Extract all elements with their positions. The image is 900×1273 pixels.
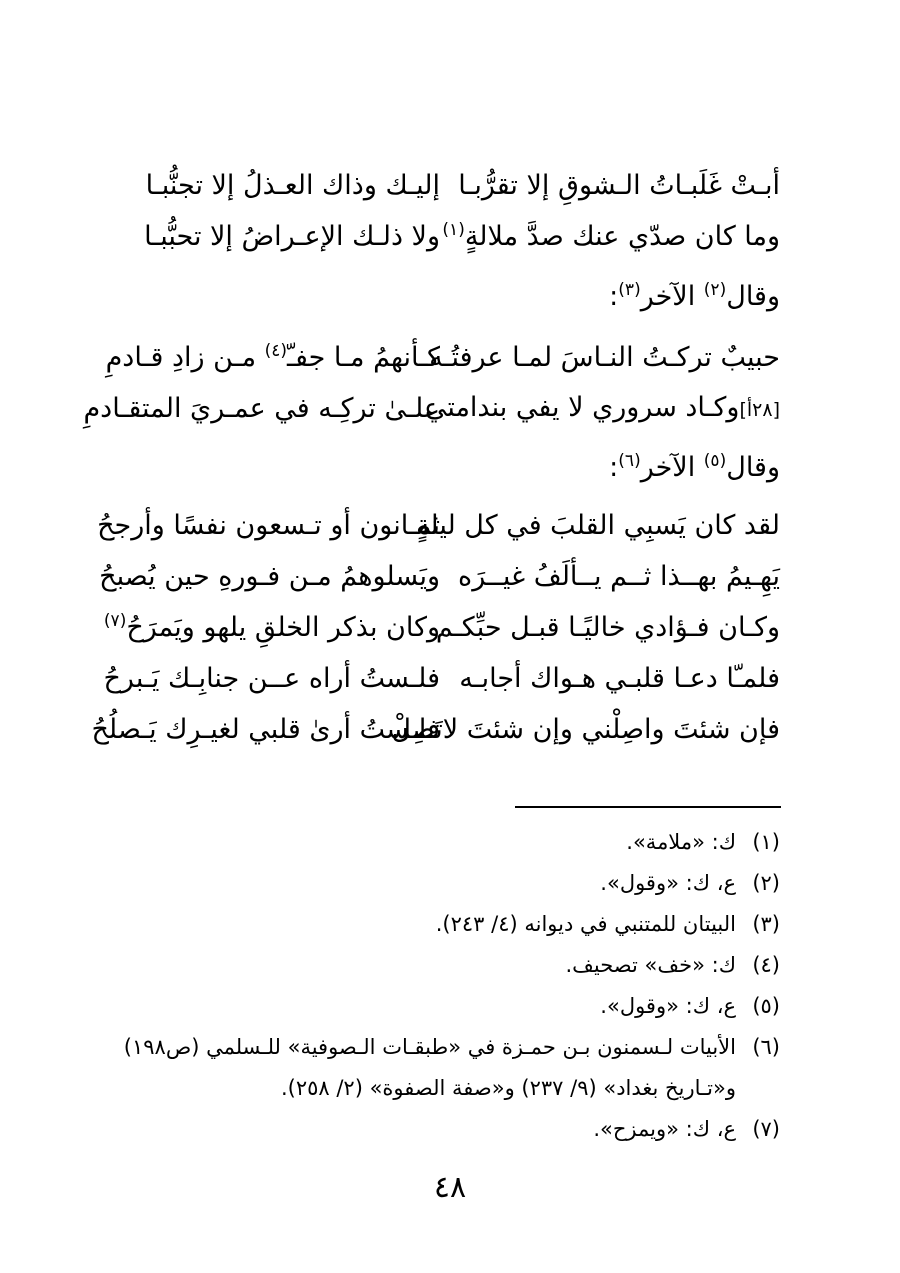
second-hemistich	[99, 557, 440, 597]
footnote-number: (١)	[752, 830, 780, 854]
manuscript-folio-ref: [٢٨أ]	[739, 398, 780, 421]
intro-text: وقال	[726, 452, 780, 483]
verse-line	[120, 160, 780, 211]
second-hemistich	[83, 389, 440, 429]
verse-text: ثمـانون أو تـسعون نفسًا وأرجحُ	[97, 509, 440, 541]
footnote-marker[interactable]: (٣)	[618, 280, 641, 300]
first-hemistich	[460, 166, 780, 206]
first-hemistich	[424, 388, 780, 430]
intro-colon: :	[609, 281, 619, 312]
poem-block-2	[83, 332, 780, 434]
verse-line	[83, 383, 780, 434]
verse-text: كـأنهمُ مـا جفـّ	[287, 341, 440, 373]
second-hemistich	[103, 659, 440, 699]
footnote-2	[110, 863, 780, 904]
footnote-5	[110, 986, 780, 1027]
second-hemistich	[120, 217, 440, 257]
first-hemistich	[429, 338, 780, 378]
footnote-text: الأبيات لـسمنون بـن حمـزة في «طبقـات الـصوفية» للـسلمي (ص١٩٨) و«تـاريخ بغداد» (٩/ ٢٣٧) و«صفة الصفوة» (٢/ ٢٥٨).	[123, 1035, 736, 1100]
verse-text: يَهِـيمُ بهــذا ثــم يــألَفُ غيــرَه	[458, 560, 780, 592]
verse-text: فلـستُ أراه عــن جنابِـك يَـبرحُ	[103, 662, 440, 694]
verse-text: أبـتْ غَلَبـاتُ الـشوقِ إلا تقرُّبـا	[458, 169, 780, 201]
poem-block-3	[91, 500, 780, 755]
footnote-marker[interactable]: (٥)	[703, 451, 727, 471]
verse-line	[103, 602, 780, 653]
footnote-number: (٦)	[752, 1035, 780, 1059]
verse-text: إليـك وذاك العـذلُ إلا تجنُّبـا	[145, 169, 440, 201]
verse-text: علـىٰ تركِـه في عمـريَ المتقـادمِ	[83, 392, 440, 424]
footnote-text: ك: «ملامة».	[626, 830, 736, 854]
footnote-number: (٤)	[752, 953, 780, 977]
verse-text: فلـستُ أرىٰ قلبي لغيـرِك يَـصلُحُ	[91, 713, 440, 745]
footnote-number: (٧)	[752, 1117, 780, 1141]
verse-text: فإن شئتَ واصِلْني وإن شئتَ لاتَصِلْ	[391, 713, 780, 745]
footnote-text: ع، ك: «وقول».	[600, 871, 736, 895]
first-hemistich	[435, 608, 780, 648]
verse-text: مـن زادِ قـادمِ	[105, 341, 265, 373]
verse-line	[97, 500, 780, 551]
footnote-marker[interactable]: (١)	[442, 219, 465, 240]
intro-text: الآخر	[640, 281, 704, 312]
page-number: ٤٨	[433, 1170, 467, 1205]
first-hemistich	[415, 506, 780, 546]
footnote-7	[110, 1109, 780, 1150]
verse-text: فلمـّا دعـا قلبـي هـواك أجابـه	[459, 662, 780, 694]
first-hemistich	[391, 710, 780, 750]
verse-text: ولا ذلـك الإعـراضُ إلا تحبُّبـا	[144, 220, 440, 252]
verse-line	[105, 332, 780, 383]
footnote-marker[interactable]: (٦)	[618, 451, 641, 471]
footnote-3	[110, 904, 780, 945]
second-hemistich	[103, 608, 440, 648]
verse-line	[103, 653, 780, 704]
first-hemistich	[460, 659, 780, 699]
verse-line	[120, 211, 780, 262]
verse-line	[91, 704, 780, 755]
verse-text: وما كان صدّي عنك صدَّ ملالةٍ	[464, 220, 780, 252]
verse-text: وكـاد سروري لا يفي بندامتي	[424, 391, 740, 423]
first-hemistich	[442, 217, 780, 257]
verse-text: لقد كان يَسبِي القلبَ في كل ليلةٍ	[415, 509, 780, 541]
footnote-4	[110, 945, 780, 986]
footnote-text: ك: «خف» تصحيف.	[565, 953, 736, 977]
verse-text: حبيبٌ تركـتُ النـاسَ لمـا عرفتُـه	[429, 341, 780, 373]
footnote-1	[110, 822, 780, 863]
verse-line	[99, 551, 780, 602]
second-hemistich	[97, 506, 440, 546]
first-hemistich	[460, 557, 780, 597]
footnote-number: (٢)	[752, 871, 780, 895]
verse-text: ويَسلوهمُ مـن فـورهِ حين يُصبحُ	[99, 560, 440, 592]
footnote-6	[110, 1027, 780, 1109]
intro-colon: :	[609, 452, 619, 483]
footnote-marker[interactable]: (٢)	[703, 280, 727, 300]
second-hemistich	[105, 338, 440, 378]
footnote-marker[interactable]: (٧)	[103, 610, 127, 631]
footnote-separator	[515, 806, 781, 808]
second-hemistich	[120, 166, 440, 206]
verse-text: وكان بذكر الخلقِ يلهو ويَمرَحُ	[126, 611, 440, 643]
second-hemistich	[91, 710, 440, 750]
poem-intro-2	[609, 448, 780, 488]
footnote-marker[interactable]: (٤)	[264, 340, 288, 361]
verse-text: وكـان فـؤادي خاليًـا قبـل حبِّكـم	[435, 611, 780, 643]
footnote-text: ع، ك: «وقول».	[600, 994, 736, 1018]
poem-block-1	[120, 160, 780, 262]
poem-intro-1	[609, 277, 780, 317]
footnote-number: (٣)	[752, 912, 780, 936]
footnote-number: (٥)	[752, 994, 780, 1018]
intro-text: وقال	[726, 281, 780, 312]
footnote-text: ع، ك: «ويمزح».	[593, 1117, 736, 1141]
intro-text: الآخر	[640, 452, 704, 483]
footnote-text: البيتان للمتنبي في ديوانه (٤/ ٢٤٣).	[435, 912, 736, 936]
footnotes	[110, 822, 780, 1150]
